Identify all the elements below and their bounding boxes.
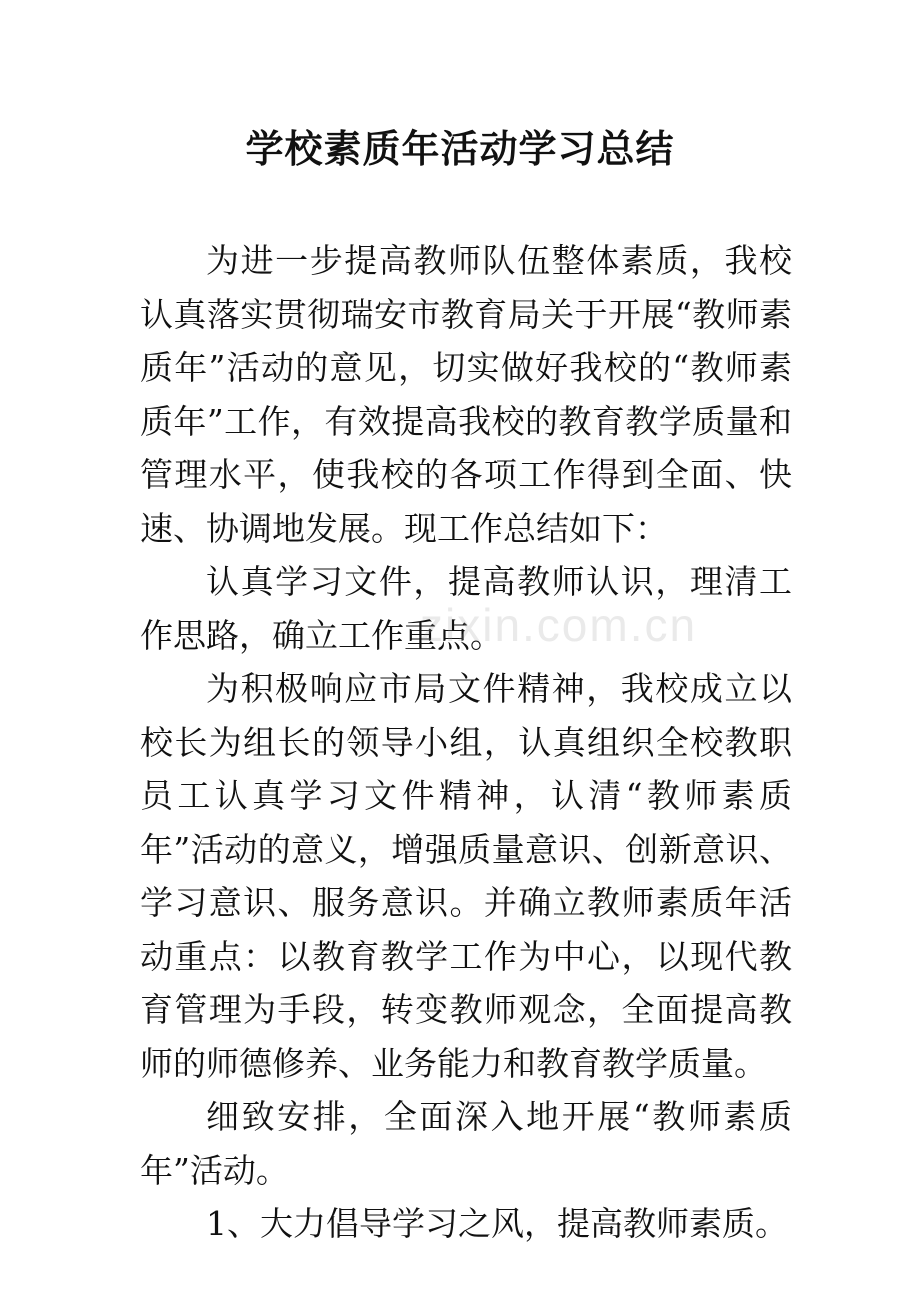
paragraph-heading-arrangement: 细致安排，全面深入地开展“教师素质年”活动。 [140, 1097, 792, 1190]
paragraph-item-1: 1、大力倡导学习之风，提高教师素质。 [206, 1204, 788, 1243]
document-title: 学校素质年活动学习总结 [245, 126, 675, 171]
paragraph-heading-study: 认真学习文件，提高教师认识，理清工作思路，确立工作重点。 [140, 562, 792, 655]
paragraph-intro: 为进一步提高教师队伍整体素质，我校认真落实贯彻瑞安市教育局关于开展“教师素质年”活动的意见，切实做好我校的“教师素质年”工作，有效提高我校的教育教学质量和管理水平，使我校的各项工作得到全面、快速、协调地发展。现工作总结如下： [140, 241, 792, 548]
paragraph-study-details: 为积极响应市局文件精神，我校成立以校长为组长的领导小组，认真组织全校教职员工认真学习文件精神，认清“教师素质年”活动的意义，增强质量意识、创新意识、学习意识、服务意识。并确立教师素质年活动重点：以教育教学工作为中心，以现代教育管理为手段，转变教师观念，全面提高教师的师德修养、业务能力和教育教学质量。 [140, 669, 792, 1083]
watermark-text: zixin.com.cn [420, 599, 698, 651]
document-body [140, 234, 792, 1251]
